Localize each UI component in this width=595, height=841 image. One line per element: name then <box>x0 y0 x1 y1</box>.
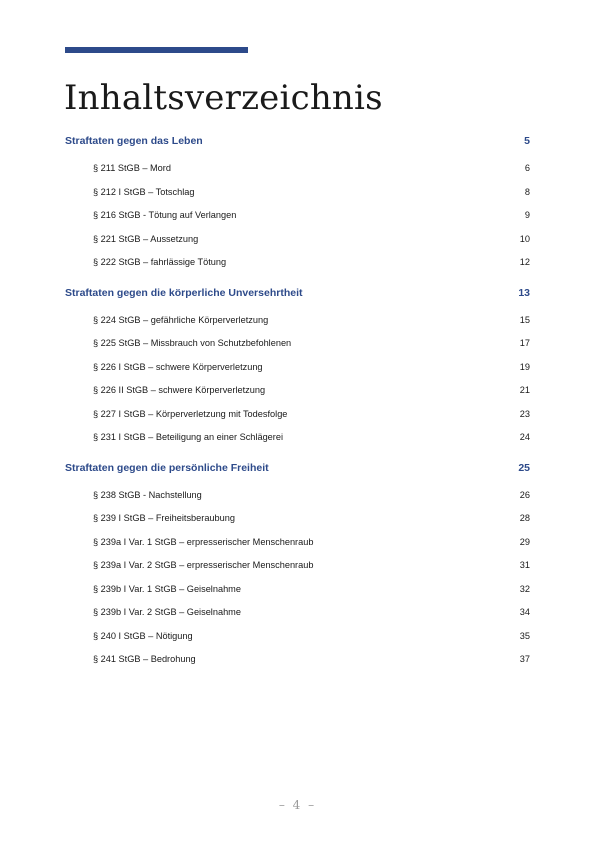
entry-label: § 239b I Var. 2 StGB – Geiselnahme <box>93 607 241 617</box>
section-page-number: 13 <box>518 286 530 299</box>
title-accent-bar <box>65 47 248 53</box>
section-page-number: 5 <box>524 135 530 147</box>
toc-entry[interactable] <box>65 204 530 228</box>
toc-entry[interactable] <box>65 251 530 275</box>
entry-page-number: 31 <box>519 560 530 570</box>
entry-label: § 226 I StGB – schwere Körperverletzung <box>93 361 263 372</box>
section-page-number: 25 <box>518 461 530 474</box>
entry-page-number: 17 <box>519 338 530 348</box>
toc-entry[interactable] <box>65 648 530 672</box>
toc-entry[interactable] <box>65 403 530 427</box>
entry-page-number: 10 <box>519 233 530 244</box>
toc-entry[interactable] <box>65 578 530 602</box>
toc-section-leben[interactable] <box>65 130 530 152</box>
toc-entry[interactable] <box>65 181 530 205</box>
entry-label: § 211 StGB – Mord <box>93 163 171 173</box>
entry-page-number: 15 <box>519 314 530 325</box>
toc-section-koerperliche-unversehrtheit[interactable] <box>65 282 530 304</box>
entry-page-number: 23 <box>519 408 530 419</box>
entry-page-number: 9 <box>524 210 530 220</box>
toc-entry[interactable] <box>65 228 530 252</box>
toc-entry[interactable] <box>65 531 530 555</box>
toc-entry[interactable] <box>65 554 530 578</box>
toc-entry[interactable] <box>65 625 530 649</box>
entry-label: § 239b I Var. 1 StGB – Geiselnahme <box>93 583 241 594</box>
toc-entry[interactable] <box>65 601 530 625</box>
entry-label: § 227 I StGB – Körperverletzung mit Todesfolge <box>93 408 288 419</box>
entry-page-number: 21 <box>519 385 530 395</box>
entry-page-number: 8 <box>524 186 530 197</box>
entry-page-number: 6 <box>524 163 530 173</box>
entry-label: § 212 I StGB – Totschlag <box>93 186 195 197</box>
entry-label: § 216 StGB - Tötung auf Verlangen <box>93 210 237 220</box>
page-title: Inhaltsverzeichnis <box>64 78 383 118</box>
entry-page-number: 19 <box>519 361 530 372</box>
entry-label: § 221 StGB – Aussetzung <box>93 233 199 244</box>
entry-page-number: 28 <box>519 513 530 523</box>
entry-label: § 240 I StGB – Nötigung <box>93 630 193 641</box>
entry-label: § 241 StGB – Bedrohung <box>93 654 196 664</box>
toc-entry[interactable] <box>65 484 530 508</box>
entry-label: § 224 StGB – gefährliche Körperverletzung <box>93 314 269 325</box>
section-title: Straftaten gegen die persönliche Freiheit <box>65 461 269 474</box>
entry-page-number: 26 <box>519 489 530 500</box>
entry-page-number: 37 <box>519 654 530 664</box>
entry-page-number: 29 <box>519 536 530 547</box>
entry-page-number: 32 <box>519 583 530 594</box>
toc-entry[interactable] <box>65 309 530 333</box>
page-number-footer: – 4 – <box>278 798 317 812</box>
entry-label: § 226 II StGB – schwere Körperverletzung <box>93 385 266 395</box>
entry-label: § 231 I StGB – Beteiligung an einer Schlägerei <box>93 432 283 442</box>
toc-entry[interactable] <box>65 379 530 403</box>
entry-label: § 225 StGB – Missbrauch von Schutzbefohlenen <box>93 338 292 348</box>
entry-label: § 239a I Var. 1 StGB – erpresserischer Menschenraub <box>93 536 314 547</box>
entry-label: § 239 I StGB – Freiheitsberaubung <box>93 513 235 523</box>
section-title: Straftaten gegen das Leben <box>65 135 203 147</box>
toc-entry[interactable] <box>65 507 530 531</box>
table-of-contents <box>65 130 530 672</box>
entry-label: § 222 StGB – fahrlässige Tötung <box>93 257 227 267</box>
toc-entry[interactable] <box>65 157 530 181</box>
entry-page-number: 12 <box>519 257 530 267</box>
toc-entry[interactable] <box>65 356 530 380</box>
toc-section-persoenliche-freiheit[interactable] <box>65 457 530 479</box>
entry-page-number: 34 <box>519 607 530 617</box>
toc-entry[interactable] <box>65 426 530 450</box>
entry-page-number: 35 <box>519 630 530 641</box>
entry-page-number: 24 <box>519 432 530 442</box>
entry-label: § 238 StGB - Nachstellung <box>93 489 202 500</box>
section-title: Straftaten gegen die körperliche Unversehrtheit <box>65 286 303 299</box>
toc-entry[interactable] <box>65 332 530 356</box>
entry-label: § 239a I Var. 2 StGB – erpresserischer Menschenraub <box>93 560 314 570</box>
